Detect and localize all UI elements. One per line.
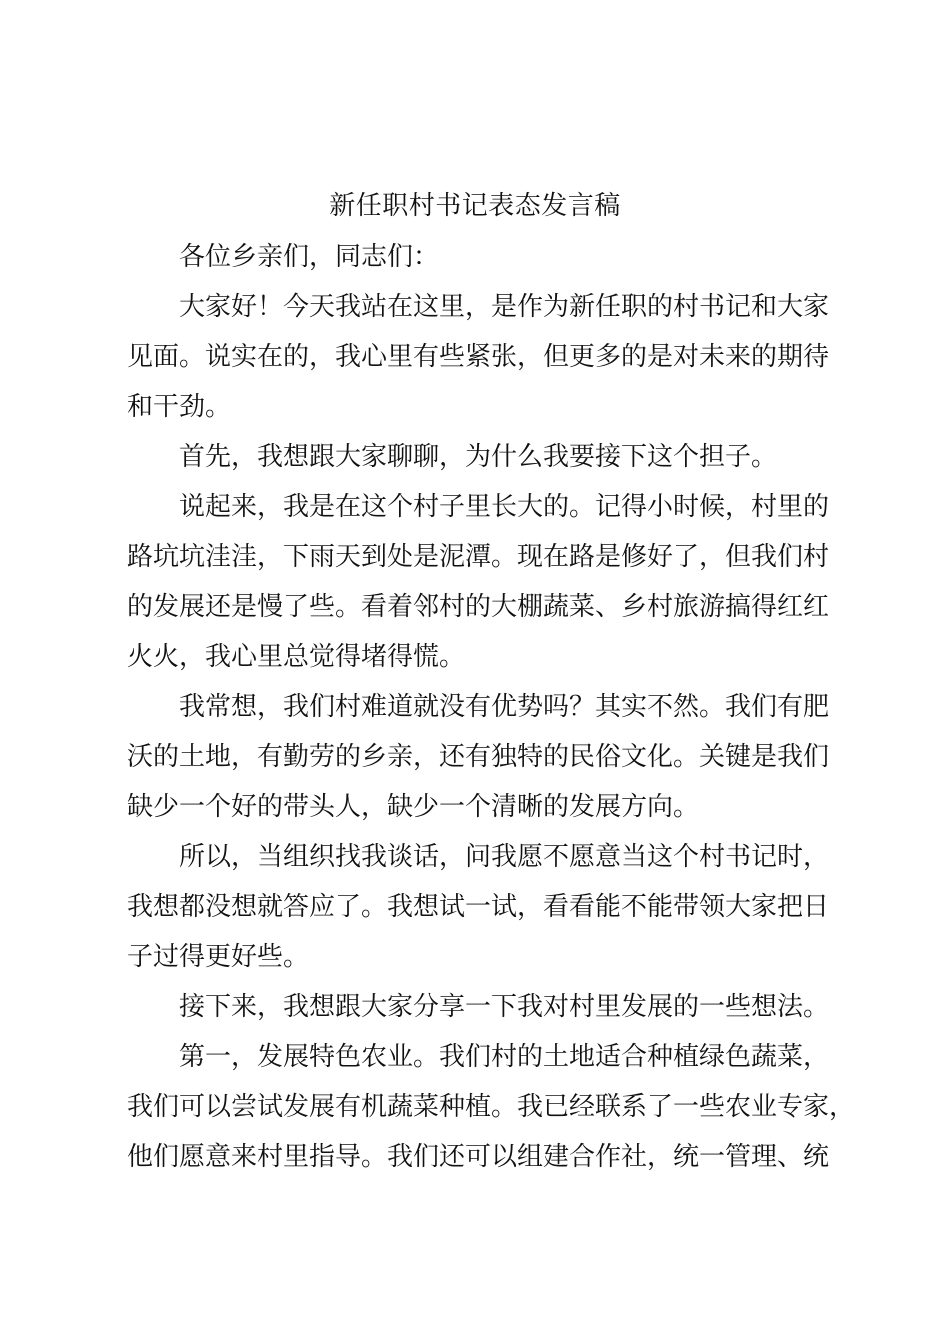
paragraph-2 [127, 432, 857, 482]
paragraph-5 [127, 832, 857, 982]
paragraph-line: 我常想，我们村难道就没有优势吗？其实不然。我们有肥 [179, 692, 830, 722]
paragraph-4 [127, 682, 857, 832]
paragraph-line: 第一，发展特色农业。我们村的土地适合种植绿色蔬菜， [179, 1042, 830, 1072]
paragraph-line: 接下来，我想跟大家分享一下我对村里发展的一些想法。 [179, 992, 830, 1022]
paragraph-line: 他们愿意来村里指导。我们还可以组建合作社，统一管理、统 [127, 1142, 830, 1172]
greeting [127, 232, 857, 282]
greeting-line: 各位乡亲们，同志们： [179, 242, 440, 272]
paragraph-line: 火火，我心里总觉得堵得慌。 [127, 642, 466, 672]
paragraph-line: 路坑坑洼洼，下雨天到处是泥潭。现在路是修好了，但我们村 [127, 542, 830, 572]
paragraph-line: 的发展还是慢了些。看着邻村的大棚蔬菜、乡村旅游搞得红红 [127, 592, 830, 622]
paragraph-line: 和干劲。 [127, 392, 232, 422]
paragraph-line: 子过得更好些。 [127, 942, 310, 972]
paragraph-line: 沃的土地，有勤劳的乡亲，还有独特的民俗文化。关键是我们 [127, 742, 830, 772]
paragraph-line: 见面。说实在的，我心里有些紧张，但更多的是对未来的期待 [127, 342, 830, 372]
paragraph-line: 所以，当组织找我谈话，问我愿不愿意当这个村书记时， [179, 842, 830, 872]
paragraph-line: 说起来，我是在这个村子里长大的。记得小时候，村里的 [179, 492, 830, 522]
paragraph-line: 我们可以尝试发展有机蔬菜种植。我已经联系了一些农业专家， [127, 1092, 856, 1122]
paragraph-line: 首先，我想跟大家聊聊，为什么我要接下这个担子。 [179, 442, 778, 472]
paragraph-line: 缺少一个好的带头人，缺少一个清晰的发展方向。 [127, 792, 700, 822]
paragraph-3 [127, 482, 857, 682]
paragraph-6 [127, 982, 857, 1032]
paragraph-line: 我想都没想就答应了。我想试一试，看看能不能带领大家把日 [127, 892, 830, 922]
paragraph-7 [127, 1032, 857, 1182]
document-body [127, 232, 857, 1182]
paragraph-line: 大家好！今天我站在这里，是作为新任职的村书记和大家 [179, 292, 830, 322]
document-title: 新任职村书记表态发言稿 [329, 191, 621, 221]
paragraph-1 [127, 282, 857, 432]
